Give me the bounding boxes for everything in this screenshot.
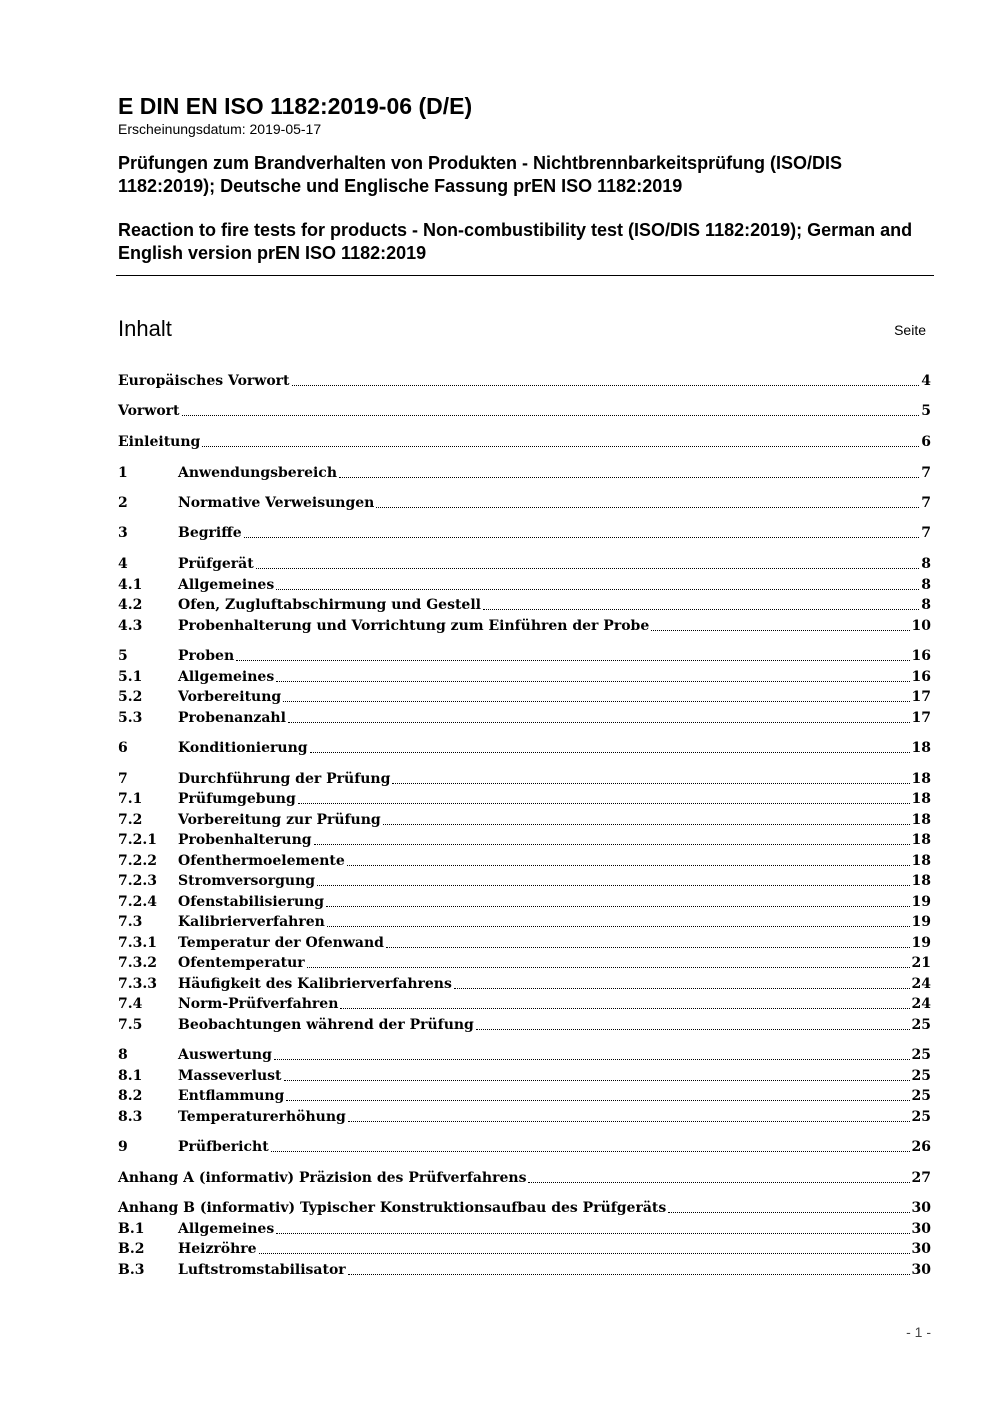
- toc-entry-number: 7.2: [118, 812, 143, 828]
- toc-dot-leader: [483, 609, 919, 610]
- toc-entry-page: 7: [921, 465, 931, 481]
- toc-entry-number: 7.3.1: [118, 935, 157, 951]
- toc-entry[interactable]: [118, 811, 931, 829]
- toc-entry-title: Vorbereitung: [178, 689, 282, 705]
- toc-dot-leader: [284, 1080, 910, 1081]
- toc-dot-leader: [276, 589, 919, 590]
- toc-entry-page: 25: [911, 1047, 931, 1063]
- toc-entry-page: 18: [911, 853, 931, 869]
- toc-entry-number: 7.3.2: [118, 955, 157, 971]
- toc-dot-leader: [348, 1274, 910, 1275]
- toc-entry[interactable]: [118, 934, 931, 952]
- toc-entry-page: 19: [911, 914, 931, 930]
- toc-entry[interactable]: [118, 555, 931, 573]
- toc-entry-page: 24: [911, 996, 931, 1012]
- toc-dot-leader: [286, 1100, 909, 1101]
- toc-entry-page: 19: [911, 894, 931, 910]
- toc-entry[interactable]: [118, 1046, 931, 1064]
- toc-entry-title: Allgemeines: [178, 1221, 275, 1237]
- toc-entry-page: 4: [921, 373, 931, 389]
- toc-entry-title: Luftstromstabilisator: [178, 1262, 346, 1278]
- toc-dot-leader: [271, 1151, 910, 1152]
- toc-dot-leader: [327, 926, 910, 927]
- toc-entry-title: Normative Verweisungen: [178, 495, 375, 511]
- toc-entry-page: 18: [911, 832, 931, 848]
- toc-entry[interactable]: [118, 1067, 931, 1085]
- toc-entry-title: Stromversorgung: [178, 873, 316, 889]
- toc-entry-title: Heizröhre: [178, 1241, 257, 1257]
- toc-entry[interactable]: [118, 688, 931, 706]
- toc-entry-number: 7.5: [118, 1017, 143, 1033]
- toc-entry-title: Ofentemperatur: [178, 955, 305, 971]
- toc-entry-title: Ofenthermoelemente: [178, 853, 345, 869]
- toc-entry-page: 21: [911, 955, 931, 971]
- toc-entry[interactable]: [118, 372, 931, 390]
- toc-entry-title: Anhang B (informativ) Typischer Konstruktionsaufbau des Prüfgeräts: [118, 1200, 667, 1216]
- header-divider: [116, 275, 934, 276]
- toc-entry-number: B.2: [118, 1241, 145, 1257]
- toc-entry[interactable]: [118, 647, 931, 665]
- toc-entry-page: 17: [911, 710, 931, 726]
- toc-entry-page: 26: [911, 1139, 931, 1155]
- document-header: [118, 92, 934, 265]
- toc-entry-title: Prüfbericht: [178, 1139, 269, 1155]
- toc-entry-page: 5: [921, 403, 931, 419]
- toc-entry[interactable]: [118, 995, 931, 1013]
- toc-entry-title: Probenhalterung: [178, 832, 312, 848]
- toc-dot-leader: [259, 1253, 910, 1254]
- toc-entry-number: 7: [118, 771, 128, 787]
- toc-entry-page: 18: [911, 791, 931, 807]
- toc-dot-leader: [276, 1233, 909, 1234]
- toc-entry-number: 7.2.4: [118, 894, 157, 910]
- toc-entry-page: 18: [911, 771, 931, 787]
- toc-entry-page: 17: [911, 689, 931, 705]
- toc-entry-title: Anwendungsbereich: [178, 465, 337, 481]
- toc-entry[interactable]: [118, 596, 931, 614]
- toc-entry-page: 7: [921, 525, 931, 541]
- toc-entry[interactable]: [118, 709, 931, 727]
- toc-entry-title: Vorwort: [118, 403, 180, 419]
- toc-entry-page: 30: [911, 1241, 931, 1257]
- toc-dot-leader: [182, 415, 920, 416]
- toc-entry[interactable]: [118, 893, 931, 911]
- toc-entry-title: Entflammung: [178, 1088, 285, 1104]
- toc-entry-page: 16: [911, 648, 931, 664]
- page-number: - 1 -: [906, 1324, 931, 1340]
- toc-dot-leader: [454, 988, 910, 989]
- toc-entry-number: B.3: [118, 1262, 145, 1278]
- toc-entry-number: 7.1: [118, 791, 143, 807]
- toc-entry-page: 10: [911, 618, 931, 634]
- toc-entry-title: Auswertung: [178, 1047, 272, 1063]
- toc-entry[interactable]: [118, 576, 931, 594]
- toc-entry-page: 25: [911, 1017, 931, 1033]
- toc-dot-leader: [298, 803, 910, 804]
- toc-entry-number: 2: [118, 495, 128, 511]
- toc-entry-number: 9: [118, 1139, 128, 1155]
- toc-entry[interactable]: [118, 770, 931, 788]
- toc-entry[interactable]: [118, 1199, 931, 1217]
- toc-entry-page: 30: [911, 1200, 931, 1216]
- toc-entry-title: Temperaturerhöhung: [178, 1109, 346, 1125]
- toc-dot-leader: [392, 783, 909, 784]
- toc-entry-page: 19: [911, 935, 931, 951]
- toc-entry-number: 7.2.1: [118, 832, 157, 848]
- toc-entry[interactable]: [118, 1240, 931, 1258]
- toc-dot-leader: [292, 385, 920, 386]
- toc-entry[interactable]: [118, 1138, 931, 1156]
- toc-entry-number: 4.1: [118, 577, 143, 593]
- toc-entry-title: Kalibrierverfahren: [178, 914, 325, 930]
- toc-entry-title: Allgemeines: [178, 669, 275, 685]
- toc-entry-title: Probenanzahl: [178, 710, 286, 726]
- toc-entry[interactable]: [118, 1087, 931, 1105]
- toc-entry-title: Beobachtungen während der Prüfung: [178, 1017, 474, 1033]
- toc-entry-title: Begriffe: [178, 525, 242, 541]
- toc-entry-title: Konditionierung: [178, 740, 308, 756]
- toc-entry-page: 7: [921, 495, 931, 511]
- toc-entry-number: 4.2: [118, 597, 143, 613]
- toc-entry-title: Durchführung der Prüfung: [178, 771, 391, 787]
- toc-dot-leader: [340, 1008, 909, 1009]
- toc-dot-leader: [476, 1029, 910, 1030]
- toc-entry-number: 5.1: [118, 669, 143, 685]
- toc-dot-leader: [317, 885, 909, 886]
- toc-entry-number: 8: [118, 1047, 128, 1063]
- toc-entry[interactable]: [118, 852, 931, 870]
- toc-entry[interactable]: [118, 524, 931, 542]
- toc-entry-page: 18: [911, 873, 931, 889]
- toc-entry-number: 7.2.3: [118, 873, 157, 889]
- toc-entry-title: Prüfgerät: [178, 556, 254, 572]
- toc-entry[interactable]: [118, 1108, 931, 1126]
- toc-dot-leader: [528, 1182, 909, 1183]
- toc-entry-page: 25: [911, 1109, 931, 1125]
- toc-dot-leader: [256, 568, 920, 569]
- publication-date: Erscheinungsdatum: 2019-05-17: [118, 121, 322, 137]
- toc-entry[interactable]: [118, 790, 931, 808]
- toc-entry-page: 8: [921, 556, 931, 572]
- toc-entry[interactable]: [118, 831, 931, 849]
- toc-entry-number: 7.2.2: [118, 853, 157, 869]
- toc-dot-leader: [347, 865, 910, 866]
- toc-entry[interactable]: [118, 954, 931, 972]
- toc-entry[interactable]: [118, 913, 931, 931]
- toc-dot-leader: [651, 630, 909, 631]
- toc-dot-leader: [288, 722, 910, 723]
- toc-entry-page: 25: [911, 1088, 931, 1104]
- toc-entry-title: Probenhalterung und Vorrichtung zum Einführen der Probe: [178, 618, 650, 634]
- toc-entry-page: 30: [911, 1262, 931, 1278]
- toc-dot-leader: [310, 752, 910, 753]
- toc-entry[interactable]: [118, 739, 931, 757]
- toc-entry[interactable]: [118, 402, 931, 420]
- toc-entry-title: Temperatur der Ofenwand: [178, 935, 384, 951]
- toc-dot-leader: [383, 824, 910, 825]
- toc-dot-leader: [276, 681, 909, 682]
- toc-entry-title: Häufigkeit des Kalibrierverfahrens: [178, 976, 452, 992]
- toc-dot-leader: [283, 701, 909, 702]
- toc-entry-page: 18: [911, 740, 931, 756]
- toc-entry-page: 16: [911, 669, 931, 685]
- toc-heading: [118, 315, 926, 345]
- toc-dot-leader: [376, 507, 919, 508]
- toc-dot-leader: [326, 906, 909, 907]
- toc-entry[interactable]: [118, 464, 931, 482]
- toc-entry-title: Europäisches Vorwort: [118, 373, 290, 389]
- toc-entry-title: Ofenstabilisierung: [178, 894, 325, 910]
- toc-dot-leader: [307, 967, 910, 968]
- toc-entry[interactable]: [118, 433, 931, 451]
- toc-page-column-label: Seite: [894, 322, 926, 338]
- toc-entry-number: 3: [118, 525, 128, 541]
- toc-entry-number: 7.4: [118, 996, 143, 1012]
- toc-entry-page: 27: [911, 1170, 931, 1186]
- toc-entry-number: 6: [118, 740, 128, 756]
- toc-entry-number: 7.3: [118, 914, 143, 930]
- toc-title: Inhalt: [118, 316, 172, 341]
- toc-dot-leader: [348, 1121, 910, 1122]
- toc-entry-title: Proben: [178, 648, 235, 664]
- toc-entry-number: 7.3.3: [118, 976, 157, 992]
- toc-entry[interactable]: [118, 1169, 931, 1187]
- toc-entry-title: Allgemeines: [178, 577, 275, 593]
- toc-entry[interactable]: [118, 1261, 931, 1279]
- toc-entry-page: 8: [921, 597, 931, 613]
- toc-dot-leader: [339, 477, 919, 478]
- toc-entry-title: Prüfumgebung: [178, 791, 296, 807]
- toc-entry[interactable]: [118, 1220, 931, 1238]
- toc-entry-title: Anhang A (informativ) Präzision des Prüfverfahrens: [118, 1170, 527, 1186]
- title-german: Prüfungen zum Brandverhalten von Produkten - Nichtbrennbarkeitsprüfung (ISO/DIS 1182:2019); Deutsche und Englische Fassung prEN ISO 1182:2019: [118, 153, 843, 196]
- toc-entry-number: 8.1: [118, 1068, 143, 1084]
- toc-entry[interactable]: [118, 668, 931, 686]
- toc-entry-number: 5: [118, 648, 128, 664]
- toc-dot-leader: [668, 1212, 909, 1213]
- toc-entry[interactable]: [118, 975, 931, 993]
- toc-entry[interactable]: [118, 494, 931, 512]
- toc-entry-page: 6: [921, 434, 931, 450]
- toc-entry-title: Masseverlust: [178, 1068, 282, 1084]
- toc-entry-number: 1: [118, 465, 128, 481]
- toc-entry-number: 8.2: [118, 1088, 143, 1104]
- toc-entry[interactable]: [118, 617, 931, 635]
- toc-entry-number: 5.3: [118, 710, 143, 726]
- toc-entry-number: 8.3: [118, 1109, 143, 1125]
- title-english: Reaction to fire tests for products - Non-combustibility test (ISO/DIS 1182:2019); German and English version prEN ISO 1182:2019: [118, 220, 913, 263]
- toc-entry[interactable]: [118, 872, 931, 890]
- toc-entry-page: 25: [911, 1068, 931, 1084]
- toc-dot-leader: [202, 446, 919, 447]
- document-id: E DIN EN ISO 1182:2019-06 (D/E): [118, 93, 473, 119]
- toc-entry-title: Einleitung: [118, 434, 201, 450]
- toc-dot-leader: [244, 537, 920, 538]
- toc-entry-title: Vorbereitung zur Prüfung: [178, 812, 381, 828]
- toc-dot-leader: [236, 660, 909, 661]
- toc-entry-number: 4: [118, 556, 128, 572]
- toc-entry[interactable]: [118, 1016, 931, 1034]
- toc-entry-page: 24: [911, 976, 931, 992]
- toc-entry-number: B.1: [118, 1221, 145, 1237]
- toc-dot-leader: [386, 947, 910, 948]
- toc-entry-number: 5.2: [118, 689, 143, 705]
- toc-entry-title: Ofen, Zugluftabschirmung und Gestell: [178, 597, 481, 613]
- toc-entry-title: Norm-Prüfverfahren: [178, 996, 339, 1012]
- toc-dot-leader: [274, 1059, 910, 1060]
- toc-entry-page: 8: [921, 577, 931, 593]
- toc-entry-page: 30: [911, 1221, 931, 1237]
- toc-entry-number: 4.3: [118, 618, 143, 634]
- toc-entry-page: 18: [911, 812, 931, 828]
- toc-dot-leader: [314, 844, 910, 845]
